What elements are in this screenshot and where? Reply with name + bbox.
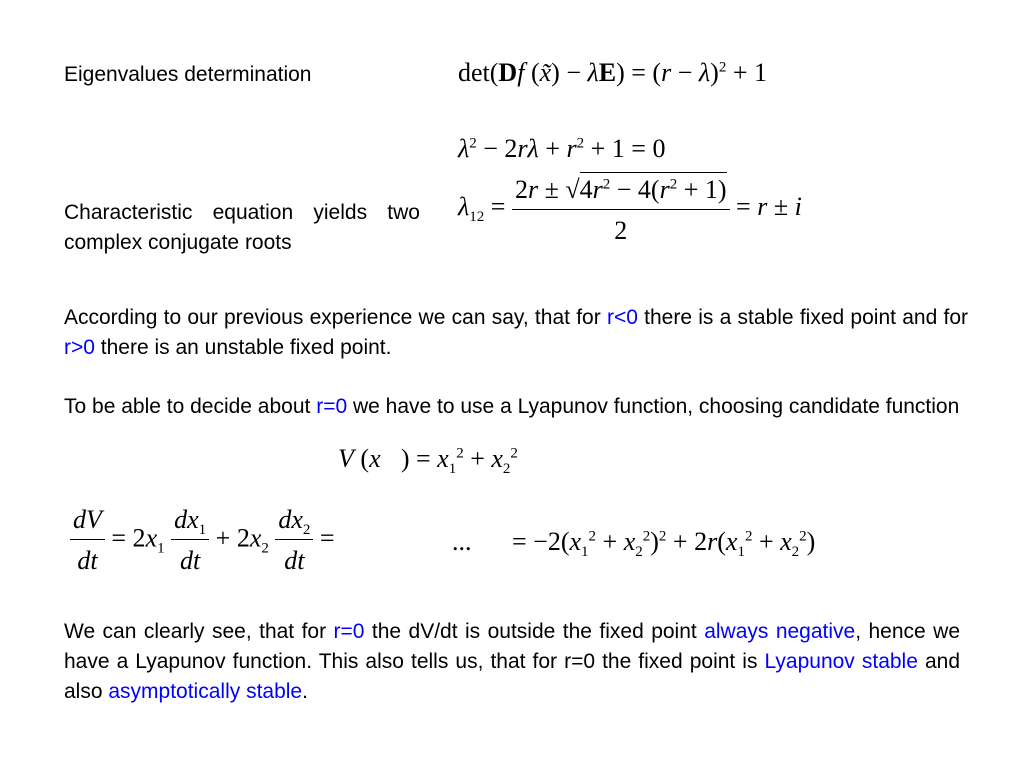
equation-derivative: $\frac{dV}{dt}$ = $2x_1$ $\frac{dx_1}{dt}$ + $2x_2$ $\frac{dx_2}{dt}$ = xyxy=(70,505,335,576)
equation-determinant: det(Df (x̃) − $\lambda E) = (r - \lambda)^2 + 1$ xyxy=(458,58,767,87)
equation-candidate-function: V (x⃗) = $x_1^2 + x_2^2$ xyxy=(338,444,518,478)
equation-roots: $\lambda_{12}$ = $\frac{2r \pm √4r^2 - 4(r^2 + 1)}{2}$ = r ± i xyxy=(458,172,802,246)
equation-ellipsis: ... xyxy=(452,527,472,556)
label-eigenvalues: Eigenvalues determination xyxy=(64,63,312,86)
label-characteristic: Characteristic equation yields two complex conjugate roots xyxy=(64,201,420,254)
paragraph-stability: According to our previous experience we can say, that for r<0 there is a stable fixed point and for r>0 there is an unstable fixed point. xyxy=(64,306,968,359)
equation-characteristic: $\lambda^2 - 2r\lambda + r^2 + 1 = 0$ xyxy=(458,134,666,163)
paragraph-conclusion: We can clearly see, that for r=0 the dV/dt is outside the fixed point always negative, hence we have a Lyapunov function. This also tells us, that for r=0 the fixed point is Lyapunov stable and also asymptotically stable. xyxy=(64,620,960,703)
equation-derivative-result: = $-2(x_1^2 + x_2^2)^2 + 2r(x_1^2 + x_2^2)$ xyxy=(512,527,816,561)
paragraph-lyapunov: To be able to decide about r=0 we have to use a Lyapunov function, choosing candidate function xyxy=(64,395,960,418)
